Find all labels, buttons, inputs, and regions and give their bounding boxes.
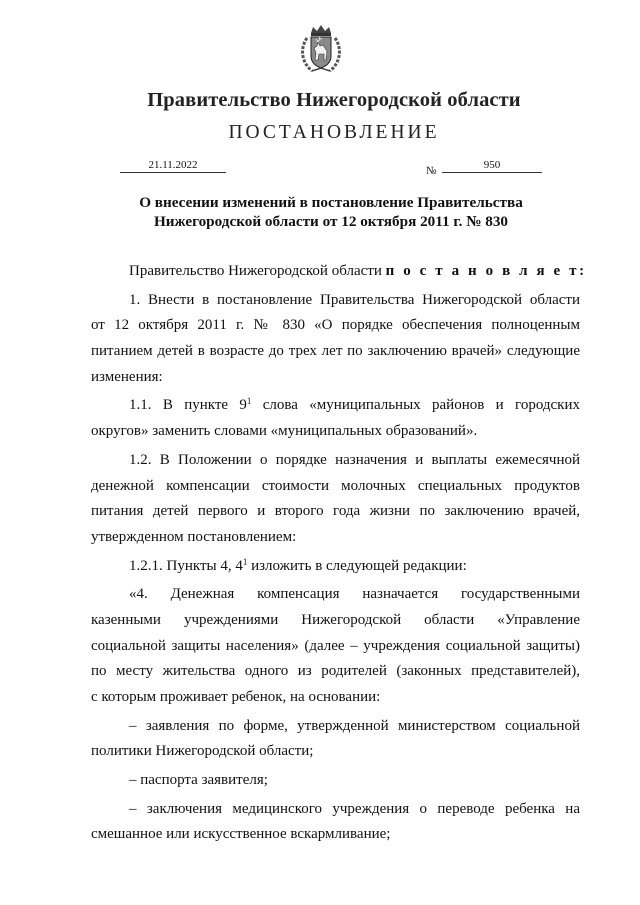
preamble-text: Правительство Нижегородской области (129, 263, 386, 279)
paragraph-line (91, 393, 580, 419)
paragraph-line: питания детей первого и второго года жизни по заключению врачей, (91, 503, 580, 520)
paragraph-line: по месту жительства одного из родителей (законных представителей), (91, 663, 580, 680)
document-title (100, 193, 562, 231)
title-line: О внесении изменений в постановление Правительства (139, 194, 523, 211)
paragraph-line: от 12 октября 2011 г. № 830 «О порядке обеспечения полноценным (91, 317, 580, 334)
document-body (91, 259, 587, 848)
paragraph-line (91, 554, 580, 580)
superscript: 1 (242, 556, 248, 567)
paragraph-line: денежной компенсации стоимости молочных специальных продуктов (91, 477, 580, 494)
text-span: слова «муниципальных районов и городских (251, 397, 580, 414)
paragraph-line: смешанное или искусственное вскармливание; (91, 826, 391, 843)
number-sign: № (426, 165, 437, 177)
paragraph-line: – паспорта заявителя; (129, 772, 268, 789)
paragraph-line: 1. Внести в постановление Правительства Нижегородской области (129, 291, 580, 308)
paragraph-line: социальной защиты населения» (далее – учреждения социальной защиты) (91, 637, 580, 654)
document-date: 21.11.2022 (120, 159, 226, 173)
superscript: 1 (246, 396, 252, 407)
paragraph-line: округов» заменить словами «муниципальных образований». (91, 423, 478, 440)
paragraph-line: утвержденном постановлением: (91, 528, 297, 545)
coat-of-arms-emblem (298, 24, 344, 76)
paragraph-line: «4. Денежная компенсация назначается государственными (129, 586, 580, 603)
paragraph-line: питанием детей в возрасте до трех лет по заключению врачей» следующие (91, 343, 580, 360)
paragraph-line: казенными учреждениями Нижегородской области «Управление (91, 611, 580, 628)
title-line: Нижегородской области от 12 октября 2011 г. № 830 (153, 213, 509, 230)
government-name: Правительство Нижегородской области (147, 89, 521, 111)
text-span: 1.2.1. Пункты 4, 4 (129, 557, 243, 574)
paragraph-line: – заключения медицинского учреждения о переводе ребенка на (129, 800, 580, 817)
paragraph-line: с которым проживает ребенок, на основании: (91, 689, 381, 705)
paragraph-line: 1.2. В Положении о порядке назначения и выплаты ежемесячной (129, 451, 580, 468)
document-number: 950 (442, 159, 542, 173)
preamble-verb: п о с т а н о в л я е т: (385, 263, 587, 279)
text-span: изложить в следующей редакции: (247, 557, 467, 574)
document-type: ПОСТАНОВЛЕНИЕ (228, 122, 440, 143)
resolution-preamble (91, 259, 587, 285)
text-span: 1.1. В пункте 9 (129, 397, 247, 414)
paragraph-line: изменения: (91, 368, 163, 385)
paragraph-line: – заявления по форме, утвержденной министерством социальной (129, 717, 580, 734)
paragraph-line: политики Нижегородской области; (91, 743, 314, 760)
